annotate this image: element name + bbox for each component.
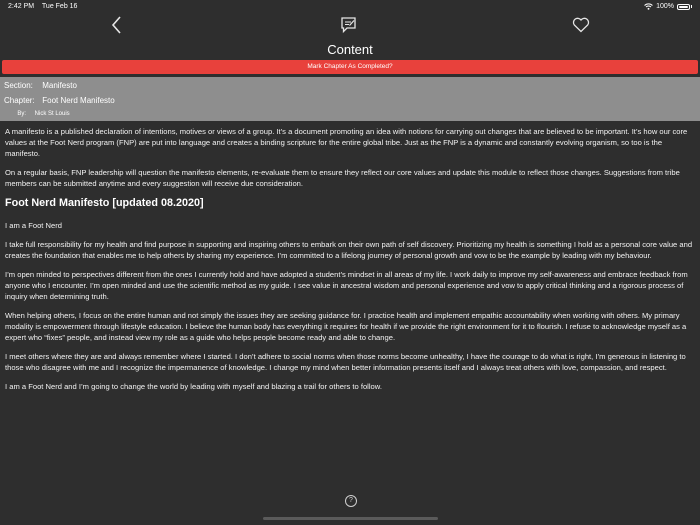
manifesto-paragraph-6: I am a Foot Nerd and I’m going to change the world by leading with myself and blazing a trail for others to follow. bbox=[5, 382, 382, 392]
chapter-meta bbox=[0, 77, 700, 121]
page-title: Content bbox=[327, 42, 373, 57]
battery-icon bbox=[677, 4, 690, 10]
status-right bbox=[644, 0, 692, 13]
home-indicator[interactable] bbox=[263, 517, 438, 520]
author-value: Nick St Louis bbox=[34, 111, 70, 117]
notes-icon[interactable] bbox=[338, 14, 360, 36]
manifesto-heading: Foot Nerd Manifesto [updated 08.2020] bbox=[5, 196, 204, 209]
chapter-label: Chapter: bbox=[4, 96, 35, 105]
section-label: Section: bbox=[4, 81, 33, 90]
wifi-icon bbox=[644, 3, 653, 10]
chapter-value: Foot Nerd Manifesto bbox=[42, 96, 115, 105]
manifesto-paragraph-3: I’m open minded to perspectives different from the ones I currently hold and have adopted a student’s mindset in all areas of my life. I work daily to improve my self-awareness and embrace feedback from anyone who I encounter. I’m open minded and use the scientific method as my guide. I see value in ancestral wisdom and personal experience and vow to apply critical thinking and a rigorous process of inquiry when determining truth. bbox=[5, 270, 688, 301]
by-label: By: bbox=[17, 111, 26, 117]
chapter-content bbox=[5, 127, 695, 401]
section-row bbox=[4, 81, 77, 90]
mark-complete-button[interactable]: Mark Chapter As Completed? bbox=[2, 60, 698, 74]
chapter-row bbox=[4, 96, 115, 105]
manifesto-paragraph-2: I take full responsibility for my health and find purpose in supporting and inspiring others to embark on their own path of self discovery. Prioritizing my health is something I hold as a personal core value and creates the foundation that enables me to help others by sharing my experience. I’m committed to a lifelong journey of personal growth and vow to be the example by leading with my behaviour. bbox=[5, 240, 693, 260]
intro-paragraph-1: A manifesto is a published declaration of intentions, motives or views of a group. It’s a document promoting an idea with notions for carrying out changes that are believed to be important. It’s how our core values at the Foot Nerd program (FNP) are put into language and creates a binding scripture for the entire global tribe. Just as the FNP is a dynamic and constantly evolving organism, so too is the manifesto. bbox=[5, 127, 688, 158]
status-time: 2:42 PM bbox=[8, 3, 35, 10]
heart-icon[interactable] bbox=[570, 14, 592, 36]
status-bar bbox=[0, 0, 700, 13]
chevron-left-icon[interactable] bbox=[106, 14, 128, 36]
intro-paragraph-2: On a regular basis, FNP leadership will question the manifesto elements, re-evaluate them to ensure they reflect our core values and update this module to reflect those changes. Suggestions from tribe members can be submitted anytime and every suggestion will receive due consideration. bbox=[5, 167, 680, 188]
manifesto-paragraph-4: When helping others, I focus on the entire human and not simply the issues they are seeking guidance for. I practice health and implement empathic accountability when working with others. My primary modality is empowerment through lifestyle education. I believe the human body has everything it requires for health if we provide the right environment for it to flourish. I refuse to acknowledge myself as a expert who “fixes” people, and instead view my role as a guide who helps people become ready and able to change. bbox=[5, 311, 687, 342]
help-icon[interactable]: ? bbox=[345, 495, 357, 507]
status-left bbox=[8, 0, 83, 13]
author-row bbox=[4, 111, 70, 117]
battery-tip bbox=[691, 5, 692, 8]
status-date: Tue Feb 16 bbox=[41, 3, 78, 10]
manifesto-paragraph-5: I meet others where they are and always remember where I started. I don’t adhere to social norms when those norms become unhealthy, I have the courage to do what is right, I’m generous in listening to those who disagree with me and I recognize the impermanence of knowledge. I change my mind when better information presents itself and I always treat others with love, compassion, and respect. bbox=[5, 351, 686, 372]
battery-percent: 100% bbox=[656, 3, 674, 10]
manifesto-paragraph-1: I am a Foot Nerd bbox=[5, 220, 62, 230]
section-value: Manifesto bbox=[42, 81, 77, 90]
